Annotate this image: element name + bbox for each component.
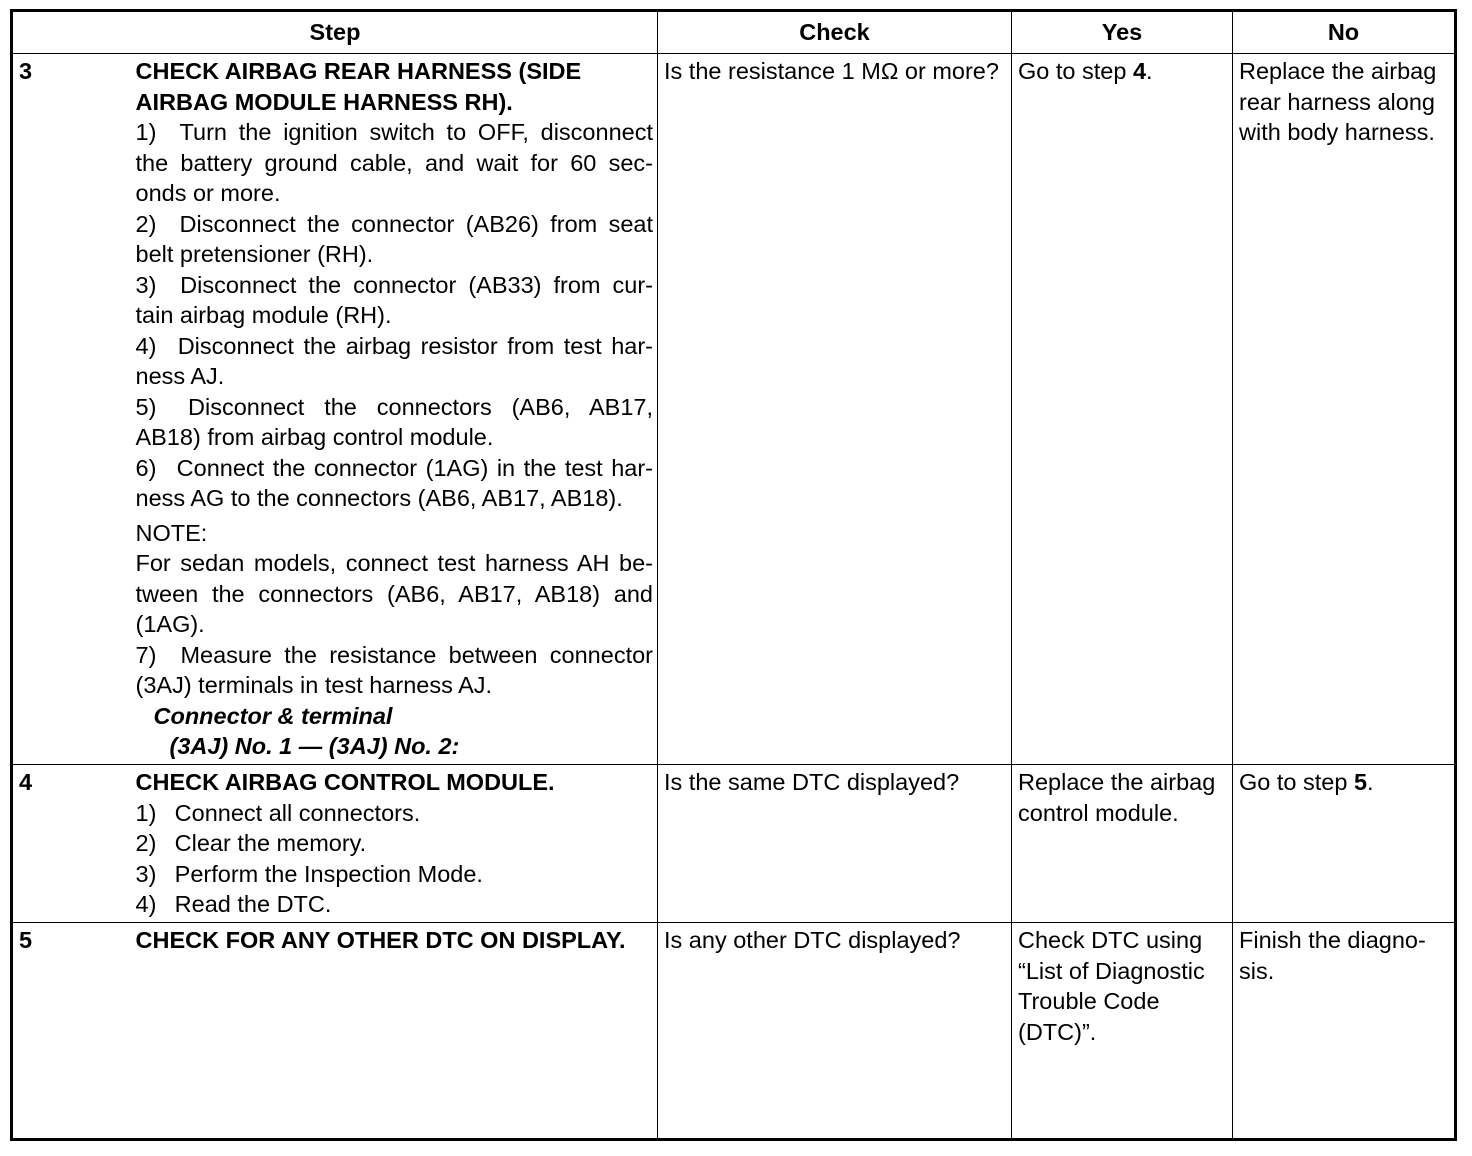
step-cell [136, 54, 658, 765]
step-title-line: CHECK AIRBAG REAR HARNESS (SIDE [135, 58, 582, 84]
yes-suffix: . [1146, 58, 1153, 84]
no-cell: Replace the airbag rear harness along with body harness. [1233, 54, 1456, 765]
substep: 2) Disconnect the connector (AB26) from seat belt pretensioner (RH). [135, 210, 653, 267]
substep: 5) Disconnect the connectors (AB6, AB17, AB18) from airbag control module. [135, 393, 653, 450]
substep: 1) Turn the ignition switch to OFF, disconnect the battery ground cable, and wait for 60 sec- onds or more. [135, 119, 653, 206]
no-step-ref: 5 [1353, 769, 1368, 795]
step-title: CHECK AIRBAG CONTROL MODULE. [135, 769, 555, 795]
substep: 3) Disconnect the connector (AB33) from cur- tain airbag module (RH). [135, 271, 653, 328]
table-row [12, 765, 1456, 923]
check-cell: Is any other DTC displayed? [658, 923, 1012, 1140]
step-title-line: AIRBAG MODULE HARNESS RH). [135, 88, 513, 115]
header-step: Step [12, 11, 658, 54]
no-text: Go to step [1239, 769, 1354, 795]
substep: 7) Measure the resistance between connector (3AJ) terminals in test harness AJ. [135, 641, 653, 698]
diagnostic-table [10, 9, 1457, 1141]
header-row [12, 11, 1456, 54]
note-label: NOTE: [135, 519, 208, 546]
header-check: Check [658, 11, 1012, 54]
step-title: CHECK FOR ANY OTHER DTC ON DISPLAY. [135, 927, 626, 953]
table-row [12, 54, 1456, 765]
header-no: No [1233, 11, 1456, 54]
header-yes: Yes [1012, 11, 1233, 54]
table-row [12, 923, 1456, 1140]
connector-label: Connector & terminal [153, 702, 393, 729]
no-suffix: . [1367, 769, 1374, 795]
yes-step-ref: 4 [1132, 58, 1147, 84]
step-number: 4 [12, 765, 136, 923]
yes-cell: Check DTC using “List of Diagnostic Trouble Code (DTC)”. [1012, 923, 1233, 1140]
step-cell [136, 923, 658, 1140]
check-cell: Is the same DTC displayed? [658, 765, 1012, 923]
step-cell [136, 765, 658, 923]
no-cell [1233, 765, 1456, 923]
substep: 4) Disconnect the airbag resistor from test har- ness AJ. [135, 332, 653, 389]
note-text: For sedan models, connect test harness AH be- tween the connectors (AB6, AB17, AB18) and (1AG). [135, 550, 653, 637]
yes-text: Go to step [1018, 58, 1133, 84]
substep: 4) Read the DTC. [135, 891, 332, 917]
check-cell: Is the resistance 1 MΩ or more? [658, 54, 1012, 765]
step-number: 3 [12, 54, 136, 765]
step-title [136, 56, 654, 117]
substep: 1) Connect all connectors. [135, 799, 421, 826]
step-number: 5 [12, 923, 136, 1140]
yes-cell: Replace the airbag control module. [1012, 765, 1233, 923]
yes-cell [1012, 54, 1233, 765]
substep: 2) Clear the memory. [135, 830, 367, 856]
no-cell: Finish the diagno- sis. [1233, 923, 1456, 1140]
substep: 6) Connect the connector (1AG) in the test har- ness AG to the connectors (AB6, AB17, AB18). [135, 454, 653, 511]
substep: 3) Perform the Inspection Mode. [135, 860, 483, 887]
connector-value: (3AJ) No. 1 — (3AJ) No. 2: [169, 733, 460, 759]
